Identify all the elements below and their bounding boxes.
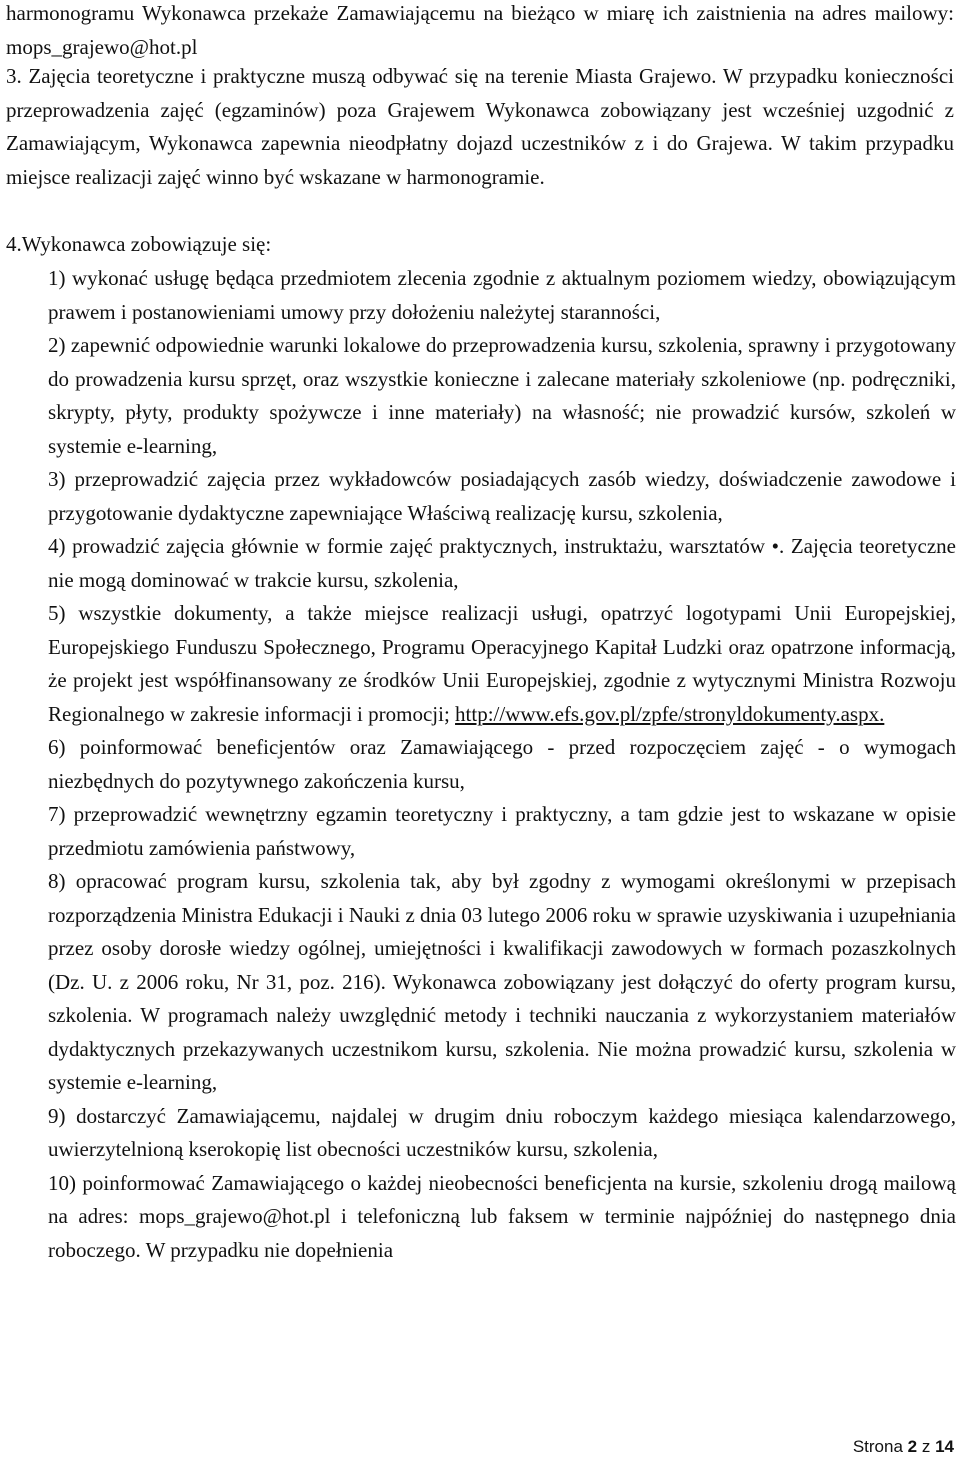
- page-footer: [853, 1436, 954, 1458]
- list-item-3: 3) przeprowadzić zajęcia przez wykładowców posiadających zasób wiedzy, doświadczenie zawodowe i przygotowanie dydaktyczne zapewniające Właściwą realizację kursu, szkolenia,: [48, 467, 956, 525]
- footer-current-page: 2: [907, 1437, 918, 1456]
- paragraph-top: harmonogramu Wykonawca przekaże Zamawiającemu na bieżąco w miarę ich zaistnienia na adres mailowy: mops_grajewo@hot.pl: [6, 1, 954, 59]
- list-item-1: 1) wykonać usługę będąca przedmiotem zlecenia zgodnie z aktualnym poziomem wiedzy, obowiązującym prawem i postanowieniami umowy przy dołożeniu należytej staranności,: [48, 266, 956, 324]
- list-item-10: 10) poinformować Zamawiającego o każdej nieobecności beneficjenta na kursie, szkoleniu drogą mailową na adres: mops_grajewo@hot.pl i telefoniczną lub faksem w terminie najpóźniej do następnego dnia roboczego. W przypadku nie dopełnienia: [48, 1170, 956, 1262]
- list-item-5-text: 5) wszystkie dokumenty, a także miejsce realizacji usługi, opatrzyć logotypami Unii Europejskiej, Europejskiego Funduszu Społecznego, Programu Operacyjnego Kapitał Ludzki oraz opatrzone informacją, że projekt jest współfinansowany ze środków Unii Europejskiej, zgodnie z wytycznymi Ministra Rozwoju Regionalnego w zakresie informacji i promocji;: [48, 601, 956, 726]
- efs-link[interactable]: http://www.efs.gov.pl/zpfe/stronyldokumenty.aspx.: [455, 701, 885, 726]
- footer-label: Strona: [852, 1437, 903, 1456]
- list-item-7: 7) przeprowadzić wewnętrzny egzamin teoretyczny i praktyczny, a tam gdzie jest to wskazane w opisie przedmiotu zamówienia państwowy,: [48, 802, 956, 860]
- list-item-9: 9) dostarczyć Zamawiającemu, najdalej w drugim dniu roboczym każdego miesiąca kalendarzowego, uwierzytelnioną kserokopię list obecności uczestników kursu, szkolenia,: [48, 1103, 956, 1161]
- footer-of: z: [921, 1437, 931, 1456]
- list-item-4: 4) prowadzić zajęcia głównie w formie zajęć praktycznych, instruktażu, warsztatów •. Zajęcia teoretyczne nie mogą dominować w trakcie kursu, szkolenia,: [48, 534, 956, 592]
- list-item-8: 8) opracować program kursu, szkolenia tak, aby był zgodny z wymogami określonymi w przepisach rozporządzenia Ministra Edukacji i Nauki z dnia 03 lutego 2006 roku w sprawie uzyskiwania i uzupełniania przez osoby dorosłe wiedzy ogólnej, umiejętności i kwalifikacji zawodowych w formach pozaszkolnych (Dz. U. z 2006 roku, Nr 31, poz. 216). Wykonawca zobowiązany jest dołączyć do oferty program kursu, szkolenia. W programach należy uwzględnić metody i techniki nauczania z wykorzystaniem materiałów dydaktycznych przekazywanych uczestnikom kursu, szkolenia. Nie można prowadzić kursu, szkolenia w systemie e-learning,: [48, 869, 956, 1094]
- paragraph-4-heading: 4.Wykonawca zobowiązuje się:: [6, 232, 272, 256]
- paragraph-3: 3. Zajęcia teoretyczne i praktyczne muszą odbywać się na terenie Miasta Grajewo. W przypadku konieczności przeprowadzenia zajęć (egzaminów) poza Grajewem Wykonawca zobowiązany jest wcześniej uzgodnić z Zamawiającym, Wykonawca zapewnia nieodpłatny dojazd uczestników z i do Grajewa. W takim przypadku miejsce realizacji zajęć winno być wskazane w harmonogramie.: [6, 64, 954, 189]
- list-item-5: [48, 597, 956, 731]
- footer-total-pages: 14: [935, 1437, 954, 1456]
- list-item-2: 2) zapewnić odpowiednie warunki lokalowe do przeprowadzenia kursu, szkolenia, sprawny i przygotowany do prowadzenia kursu sprzęt, oraz wszystkie konieczne i zalecane materiały szkoleniowe (np. podręczniki, skrypty, płyty, produkty spożywcze i inne materiały) na własność; nie prowadzić kursów, szkoleń w systemie e-learning,: [48, 333, 956, 458]
- obligations-list: [48, 262, 956, 1267]
- list-item-6: 6) poinformować beneficjentów oraz Zamawiającego - przed rozpoczęciem zajęć - o wymogach niezbędnych do pozytywnego zakończenia kursu,: [48, 735, 956, 793]
